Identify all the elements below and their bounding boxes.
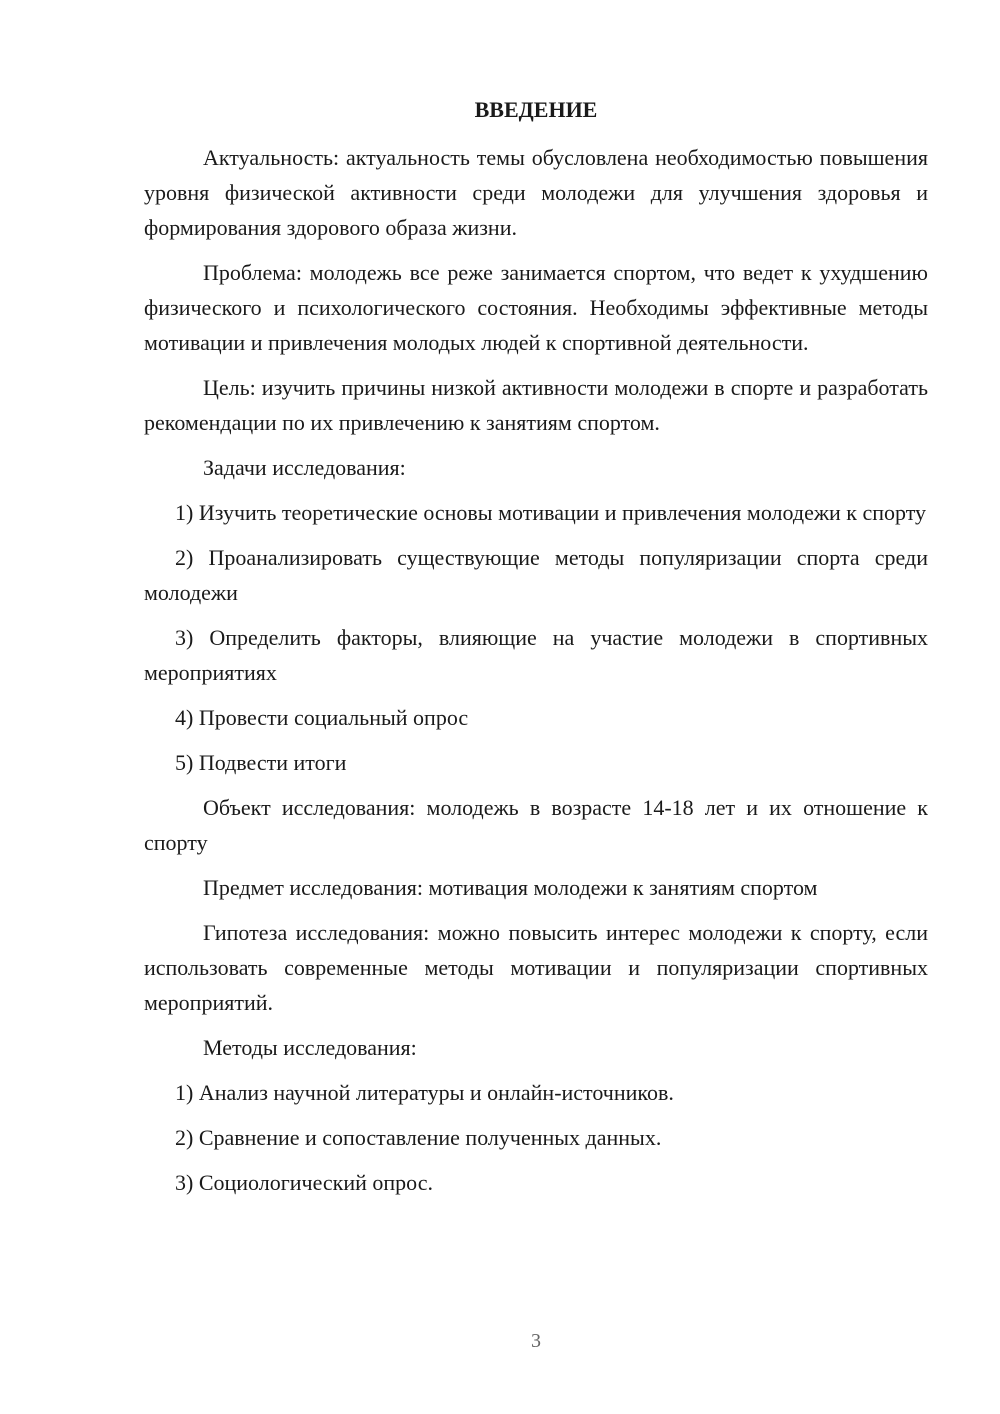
- tasks-heading: Задачи исследования:: [203, 455, 406, 480]
- method-item: 1) Анализ научной литературы и онлайн-источников.: [175, 1080, 674, 1105]
- problem-paragraph: Проблема: молодежь все реже занимается спортом, что ведет к ухудшению физического и психологического состояния. Необходимы эффективные методы мотивации и привлечения молодых людей к спортивной деятельности.: [144, 260, 928, 355]
- goal-paragraph: Цель: изучить причины низкой активности молодежи в спорте и разработать рекомендации по их привлечению к занятиям спортом.: [144, 375, 928, 435]
- task-item: 5) Подвести итоги: [175, 750, 347, 775]
- task-item: 2) Проанализировать существующие методы популяризации спорта среди молодежи: [144, 545, 928, 605]
- page-title: ВВЕДЕНИЕ: [474, 97, 598, 122]
- task-item: 1) Изучить теоретические основы мотивации и привлечения молодежи к спорту: [175, 500, 927, 525]
- object-paragraph: Объект исследования: молодежь в возрасте 14-18 лет и их отношение к спорту: [144, 795, 928, 855]
- task-item: 3) Определить факторы, влияющие на участие молодежи в спортивных мероприятиях: [144, 625, 928, 685]
- method-item: 2) Сравнение и сопоставление полученных данных.: [175, 1125, 662, 1150]
- methods-list: [144, 1075, 928, 1200]
- subject-paragraph: Предмет исследования: мотивация молодежи к занятиям спортом: [203, 875, 818, 900]
- hypothesis-paragraph: Гипотеза исследования: можно повысить интерес молодежи к спорту, если использовать современные методы мотивации и популяризации спортивных мероприятий.: [144, 920, 928, 1015]
- tasks-list: [144, 495, 928, 780]
- document-page: [144, 92, 928, 1210]
- methods-heading: Методы исследования:: [203, 1035, 417, 1060]
- relevance-paragraph: Актуальность: актуальность темы обусловлена необходимостью повышения уровня физической активности среди молодежи для улучшения здоровья и формирования здорового образа жизни.: [144, 145, 928, 240]
- page-number: 3: [531, 1330, 541, 1352]
- task-item: 4) Провести социальный опрос: [175, 705, 469, 730]
- method-item: 3) Социологический опрос.: [175, 1170, 433, 1195]
